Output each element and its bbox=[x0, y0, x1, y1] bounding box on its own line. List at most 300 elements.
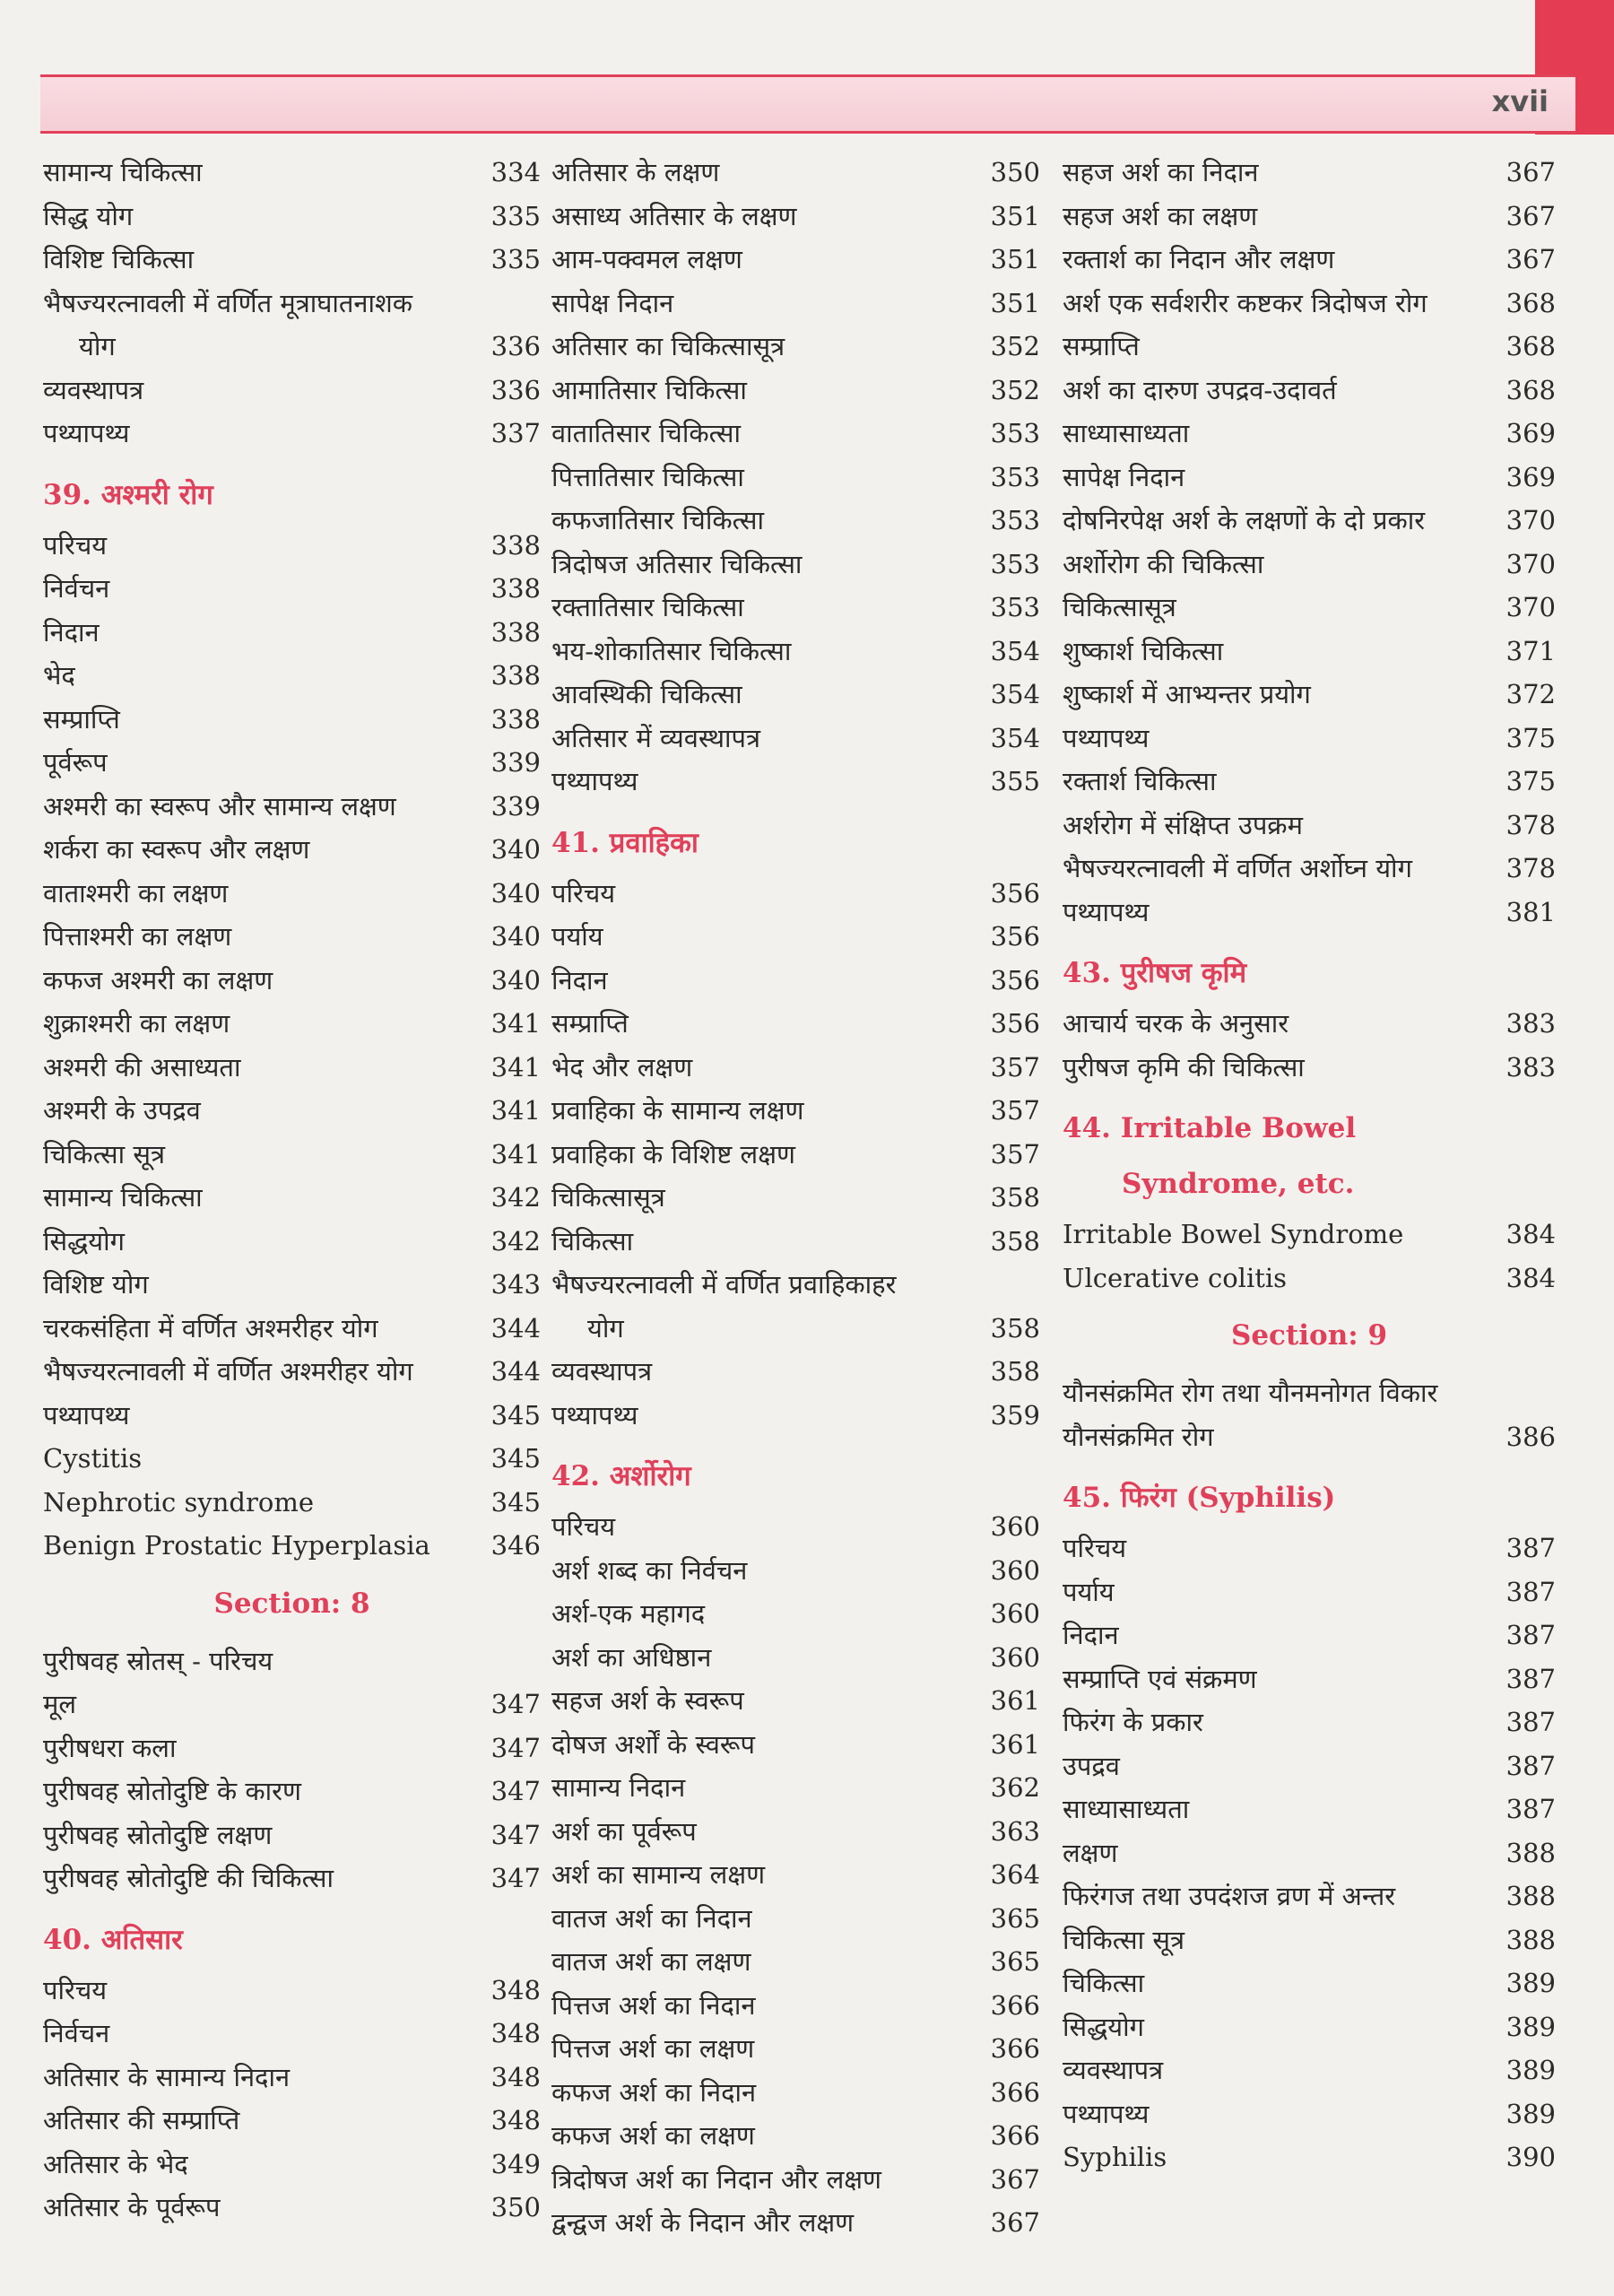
toc-entry-page: 371 bbox=[1506, 635, 1556, 666]
toc-entry-title: कफज अर्श का निदान bbox=[551, 2076, 757, 2108]
toc-entry-title: सामान्य चिकित्सा bbox=[43, 1182, 203, 1213]
toc-entry-page: 387 bbox=[1506, 1576, 1556, 1607]
toc-entry-title: त्रिदोषज अतिसार चिकित्सा bbox=[551, 548, 803, 579]
toc-entry-page: 389 bbox=[1506, 1968, 1556, 1998]
toc-entry bbox=[43, 1046, 541, 1090]
toc-entry-page: 351 bbox=[990, 200, 1040, 231]
toc-entry-page: 387 bbox=[1506, 1533, 1556, 1563]
toc-entry bbox=[43, 1683, 541, 1726]
toc-entry-page: 348 bbox=[490, 2061, 541, 2092]
toc-entry-page: 347 bbox=[490, 1819, 541, 1850]
chapter-heading: 41. प्रवाहिका bbox=[551, 826, 699, 859]
toc-entry bbox=[1063, 2092, 1556, 2136]
toc-entry bbox=[1063, 1613, 1556, 1657]
toc-entry-title: परिचय bbox=[551, 877, 616, 909]
toc-entry-title: भैषज्यरत्नावली में वर्णित मूत्राघातनाशक bbox=[43, 287, 412, 318]
toc-entry-page: 347 bbox=[490, 1863, 541, 1893]
toc-entry-page: 378 bbox=[1506, 853, 1556, 883]
toc-entry-title: आम-पक्वमल लक्षण bbox=[551, 244, 742, 274]
toc-entry-page: 341 bbox=[490, 1095, 541, 1126]
toc-entry-page: 358 bbox=[990, 1356, 1040, 1387]
toc-entry-title: सिद्धयोग bbox=[43, 1225, 125, 1257]
toc-entry-page: 350 bbox=[490, 2192, 541, 2222]
toc-entry bbox=[551, 1679, 1040, 1723]
toc-entry bbox=[43, 1639, 541, 1683]
toc-entry-page: 338 bbox=[490, 616, 541, 648]
toc-entry-title: वातज अर्श का निदान bbox=[551, 1902, 752, 1934]
toc-entry-title: शुक्राश्मरी का लक्षण bbox=[43, 1008, 230, 1039]
toc-entry-page: 356 bbox=[990, 877, 1040, 909]
toc-entry-page: 367 bbox=[990, 2163, 1040, 2195]
toc-entry-page: 354 bbox=[990, 635, 1040, 666]
toc-entry-page: 366 bbox=[990, 2120, 1040, 2151]
toc-entry-page: 342 bbox=[490, 1225, 541, 1257]
toc-entry-page: 342 bbox=[490, 1182, 541, 1213]
toc-entry bbox=[1063, 195, 1556, 239]
toc-entry-title: शुष्कार्श में आभ्यन्तर प्रयोग bbox=[1063, 679, 1311, 709]
toc-entry bbox=[1063, 804, 1556, 848]
toc-entry-page: 341 bbox=[490, 1051, 541, 1083]
toc-entry-page: 387 bbox=[1506, 1750, 1556, 1781]
toc-entry bbox=[551, 1592, 1040, 1636]
toc-entry-title: पित्तज अर्श का निदान bbox=[551, 1989, 756, 2021]
toc-entry-page: 353 bbox=[990, 505, 1040, 535]
toc-entry-page: 362 bbox=[990, 1772, 1040, 1803]
toc-entry-page: 345 bbox=[490, 1399, 541, 1431]
toc-entry bbox=[43, 828, 541, 872]
toc-entry-page: 372 bbox=[1506, 679, 1556, 709]
toc-entry-title: निर्वचन bbox=[43, 2018, 110, 2048]
toc-entry-page: 356 bbox=[990, 921, 1040, 952]
toc-entry-title: दोषज अर्शों के स्वरूप bbox=[551, 1728, 755, 1760]
toc-entry bbox=[43, 654, 541, 698]
toc-entry bbox=[1063, 760, 1556, 804]
toc-entry-title: पथ्यापथ्य bbox=[43, 418, 130, 448]
toc-entry-page: 389 bbox=[1506, 2055, 1556, 2085]
toc-entry-page: 353 bbox=[990, 592, 1040, 622]
toc-entry-title: अतिसार के सामान्य निदान bbox=[43, 2061, 291, 2092]
toc-entry-page: 357 bbox=[990, 1095, 1040, 1126]
toc-entry-title: विशिष्ट योग bbox=[43, 1269, 149, 1300]
toc-entry bbox=[1063, 586, 1556, 630]
toc-entry-title: अर्शरोग में संक्षिप्त उपक्रम bbox=[1063, 809, 1303, 840]
toc-entry bbox=[43, 1220, 541, 1264]
toc-entry-title: पित्तज अर्श का लक्षण bbox=[551, 2033, 755, 2064]
toc-entry bbox=[551, 195, 1040, 239]
toc-entry bbox=[43, 567, 541, 611]
toc-entry bbox=[43, 915, 541, 959]
toc-entry-page: 370 bbox=[1506, 592, 1556, 622]
toc-entry-title: सहज अर्श का लक्षण bbox=[1063, 200, 1258, 231]
toc-entry-page: 387 bbox=[1506, 1663, 1556, 1694]
toc-column-3 bbox=[1063, 151, 1556, 2179]
toc-entry-title: भेद bbox=[43, 660, 75, 691]
toc-entry-page: 360 bbox=[990, 1598, 1040, 1629]
toc-entry bbox=[1063, 282, 1556, 326]
toc-entry bbox=[1063, 891, 1556, 935]
toc-entry-page: 351 bbox=[990, 287, 1040, 318]
toc-entry-title: पित्तातिसार चिकित्सा bbox=[551, 461, 744, 492]
toc-entry-title: अर्श का पूर्वरूप bbox=[551, 1815, 697, 1847]
toc-entry bbox=[1063, 369, 1556, 413]
toc-entry-title: पथ्यापथ्य bbox=[551, 766, 638, 796]
toc-entry-page: 360 bbox=[990, 1511, 1040, 1542]
toc-entry bbox=[551, 1176, 1040, 1220]
toc-entry-page: 355 bbox=[990, 766, 1040, 796]
toc-entry-page: 366 bbox=[990, 1989, 1040, 2021]
toc-entry-title: निदान bbox=[551, 964, 608, 996]
toc-entry-title: सापेक्ष निदान bbox=[551, 287, 674, 318]
toc-entry-title: पथ्यापथ्य bbox=[1063, 722, 1150, 753]
toc-entry-page: 359 bbox=[990, 1399, 1040, 1431]
toc-entry bbox=[1063, 673, 1556, 717]
toc-entry bbox=[551, 1002, 1040, 1046]
toc-entry bbox=[43, 785, 541, 829]
toc-entry-title: दोषनिरपेक्ष अर्श के लक्षणों के दो प्रकार bbox=[1063, 505, 1426, 535]
toc-entry-title: चिकित्सा सूत्र bbox=[1063, 1924, 1184, 1955]
toc-entry-title: पूर्वरूप bbox=[43, 747, 108, 778]
toc-entry-title: विशिष्ट चिकित्सा bbox=[43, 244, 195, 274]
toc-entry-title: पर्याय bbox=[1063, 1576, 1115, 1607]
toc-entry bbox=[551, 760, 1040, 804]
toc-entry bbox=[1063, 1046, 1556, 1090]
toc-entry bbox=[551, 2158, 1040, 2202]
toc-entry bbox=[43, 2186, 541, 2230]
toc-entry-title: साध्यासाध्यता bbox=[1063, 1794, 1190, 1824]
toc-entry-page: 347 bbox=[490, 1732, 541, 1763]
toc-entry-page: 338 bbox=[490, 703, 541, 735]
toc-entry bbox=[43, 1481, 541, 1525]
toc-entry-page: 348 bbox=[490, 2018, 541, 2048]
toc-entry-page: 338 bbox=[490, 660, 541, 691]
toc-entry bbox=[1063, 1961, 1556, 2005]
toc-entry-page: 350 bbox=[990, 157, 1040, 187]
toc-entry-title: फिरंगज तथा उपदंशज व्रण में अन्तर bbox=[1063, 1881, 1396, 1911]
toc-entry-title: व्यवस्थापत्र bbox=[1063, 2055, 1164, 2085]
toc-entry-page: 339 bbox=[490, 790, 541, 822]
toc-entry bbox=[43, 1002, 541, 1046]
toc-entry-page: 336 bbox=[490, 374, 541, 405]
chapter-heading: 43. पुरीषज कृमि bbox=[1063, 957, 1247, 989]
toc-entry bbox=[551, 1394, 1040, 1438]
toc-column-1 bbox=[43, 151, 541, 2230]
toc-entry-title: वातज अर्श का लक्षण bbox=[551, 1946, 751, 1977]
toc-entry-title: सहज अर्श के स्वरूप bbox=[551, 1685, 744, 1716]
toc-entry-page: 345 bbox=[490, 1486, 541, 1518]
toc-entry-page: 348 bbox=[490, 2105, 541, 2135]
toc-entry-page: 347 bbox=[490, 1689, 541, 1719]
toc-entry bbox=[43, 369, 541, 413]
toc-entry-page: 367 bbox=[1506, 157, 1556, 187]
toc-entry-title: निदान bbox=[43, 616, 100, 648]
toc-entry-page: 358 bbox=[990, 1312, 1040, 1344]
toc-entry-page: 361 bbox=[990, 1728, 1040, 1760]
toc-entry-page: 368 bbox=[1506, 287, 1556, 318]
toc-entry-page: 375 bbox=[1506, 722, 1556, 753]
toc-entry-title: व्यवस्थापत्र bbox=[551, 1356, 653, 1387]
toc-entry-page: 390 bbox=[1506, 2142, 1556, 2172]
toc-entry-title: सहज अर्श का निदान bbox=[1063, 157, 1259, 187]
toc-entry-title: व्यवस्थापत्र bbox=[43, 374, 144, 405]
toc-entry-page: 384 bbox=[1506, 1219, 1556, 1249]
toc-entry-title: अर्शोरोग की चिकित्सा bbox=[1063, 548, 1264, 579]
toc-entry bbox=[1063, 1570, 1556, 1614]
toc-entry-page: 340 bbox=[490, 964, 541, 996]
toc-entry bbox=[43, 1524, 541, 1568]
toc-entry-page: 360 bbox=[990, 1641, 1040, 1673]
toc-entry-page: 340 bbox=[490, 834, 541, 865]
toc-entry bbox=[551, 1940, 1040, 1984]
toc-entry-page: 387 bbox=[1506, 1620, 1556, 1650]
toc-entry-title: रक्तार्श का निदान और लक्षण bbox=[1063, 244, 1335, 274]
toc-entry bbox=[1063, 412, 1556, 456]
toc-entry-title: मूल bbox=[43, 1689, 77, 1719]
toc-entry-page: 370 bbox=[1506, 505, 1556, 535]
toc-entry bbox=[551, 2071, 1040, 2115]
toc-entry-title: वाताश्मरी का लक्षण bbox=[43, 877, 229, 909]
toc-entry bbox=[551, 1984, 1040, 2028]
toc-entry bbox=[551, 1350, 1040, 1394]
toc-entry bbox=[43, 1263, 541, 1307]
toc-entry-page: 369 bbox=[1506, 418, 1556, 448]
toc-entry-page: 357 bbox=[990, 1051, 1040, 1083]
toc-entry-title: पुरीषवह स्रोतोदुष्टि की चिकित्सा bbox=[43, 1863, 334, 1893]
toc-entry-page: 344 bbox=[490, 1312, 541, 1344]
toc-entry bbox=[551, 1810, 1040, 1854]
toc-entry bbox=[43, 1857, 541, 1900]
toc-entry-page: 389 bbox=[1506, 2098, 1556, 2129]
toc-entry-title: सापेक्ष निदान bbox=[1063, 461, 1185, 492]
toc-entry-title: परिचय bbox=[551, 1511, 616, 1542]
toc-entry bbox=[551, 1263, 1040, 1307]
toc-entry-title: सामान्य निदान bbox=[551, 1772, 686, 1803]
toc-entry-page: 365 bbox=[990, 1902, 1040, 1934]
toc-entry bbox=[1063, 1257, 1556, 1300]
toc-entry bbox=[43, 1307, 541, 1351]
toc-entry-page: 368 bbox=[1506, 374, 1556, 405]
toc-entry bbox=[1063, 543, 1556, 587]
toc-entry-title: साध्यासाध्यता bbox=[1063, 418, 1190, 448]
toc-entry bbox=[1063, 717, 1556, 761]
toc-entry-page: 357 bbox=[990, 1138, 1040, 1170]
toc-entry-title: अतिसार के भेद bbox=[43, 2148, 188, 2179]
toc-entry-page: 361 bbox=[990, 1685, 1040, 1716]
toc-entry bbox=[43, 872, 541, 916]
toc-entry-page: 340 bbox=[490, 921, 541, 952]
toc-entry bbox=[43, 1770, 541, 1813]
toc-entry bbox=[1063, 2135, 1556, 2179]
toc-entry-page: 387 bbox=[1506, 1707, 1556, 1737]
toc-entry-page: 353 bbox=[990, 461, 1040, 492]
chapter-heading: 44. Irritable Bowel bbox=[1063, 1112, 1357, 1144]
toc-entry-page: 366 bbox=[990, 2076, 1040, 2108]
toc-entry bbox=[551, 369, 1040, 413]
toc-entry-title: चिकित्सा सूत्र bbox=[43, 1138, 165, 1170]
toc-entry-title: वातातिसार चिकित्सा bbox=[551, 418, 742, 448]
toc-entry bbox=[43, 524, 541, 568]
toc-entry bbox=[1063, 325, 1556, 369]
toc-entry-page: 337 bbox=[490, 418, 541, 448]
toc-entry bbox=[1063, 1213, 1556, 1257]
toc-entry-title: चिकित्सा bbox=[551, 1225, 634, 1257]
toc-entry bbox=[551, 543, 1040, 587]
toc-entry-title: सम्प्राप्ति bbox=[551, 1008, 629, 1039]
toc-entry-title: पुरीषवह स्रोतोदुष्टि लक्षण bbox=[43, 1819, 273, 1850]
chapter-heading: 45. फिरंग (Syphilis) bbox=[1063, 1482, 1336, 1514]
toc-entry-title: द्वन्द्वज अर्श के निदान और लक्षण bbox=[551, 2207, 855, 2238]
toc-entry-title: Syphilis bbox=[1063, 2142, 1167, 2172]
toc-entry-title: निर्वचन bbox=[43, 573, 110, 604]
toc-entry-title: पुरीषधरा कला bbox=[43, 1732, 177, 1763]
toc-entry-title: Irritable Bowel Syndrome bbox=[1063, 1219, 1404, 1249]
toc-entry bbox=[551, 2114, 1040, 2158]
toc-entry-title: चरकसंहिता में वर्णित अश्मरीहर योग bbox=[43, 1312, 378, 1344]
toc-entry bbox=[551, 1307, 1040, 1351]
toc-entry-title: अर्श शब्द का निर्वचन bbox=[551, 1554, 748, 1586]
toc-entry-title: लक्षण bbox=[1063, 1837, 1118, 1868]
chapter-heading: 42. अर्शोरोग bbox=[551, 1460, 691, 1492]
toc-entry-page: 364 bbox=[990, 1859, 1040, 1890]
toc-entry-title: अर्श का अधिष्ठान bbox=[551, 1641, 712, 1673]
toc-entry bbox=[551, 238, 1040, 282]
toc-entry-page: 354 bbox=[990, 722, 1040, 753]
toc-entry-page: 343 bbox=[490, 1269, 541, 1300]
toc-entry-page: 352 bbox=[990, 331, 1040, 361]
toc-entry-title: पथ्यापथ्य bbox=[551, 1399, 638, 1431]
toc-entry bbox=[1063, 1744, 1556, 1788]
toc-entry bbox=[1063, 456, 1556, 500]
toc-entry-title: भैषज्यरत्नावली में वर्णित अर्शोघ्न योग bbox=[1063, 853, 1412, 883]
toc-entry bbox=[551, 673, 1040, 717]
toc-entry bbox=[551, 412, 1040, 456]
toc-entry-page: 369 bbox=[1506, 461, 1556, 492]
toc-entry bbox=[551, 1046, 1040, 1090]
toc-entry-page: 367 bbox=[1506, 244, 1556, 274]
toc-entry bbox=[43, 2143, 541, 2187]
toc-entry-page: 351 bbox=[990, 244, 1040, 274]
toc-entry-title: यौनसंक्रमित रोग bbox=[1063, 1421, 1214, 1452]
toc-entry-title: निदान bbox=[1063, 1620, 1119, 1650]
toc-entry-title: अतिसार में व्यवस्थापत्र bbox=[551, 722, 761, 753]
toc-entry-page: 360 bbox=[990, 1554, 1040, 1586]
toc-entry bbox=[551, 1505, 1040, 1549]
toc-entry-title: पर्याय bbox=[551, 921, 603, 952]
toc-entry bbox=[1063, 1002, 1556, 1046]
toc-entry-title: अतिसार की सम्प्राप्ति bbox=[43, 2105, 240, 2135]
toc-entry-page: 336 bbox=[490, 331, 541, 361]
toc-entry bbox=[551, 1897, 1040, 1941]
toc-entry-page: 338 bbox=[490, 529, 541, 561]
toc-entry bbox=[1063, 2005, 1556, 2049]
toc-entry bbox=[551, 1766, 1040, 1810]
toc-entry bbox=[43, 2012, 541, 2056]
toc-entry-page: 388 bbox=[1506, 1837, 1556, 1868]
toc-entry bbox=[1063, 1874, 1556, 1918]
toc-entry bbox=[43, 1813, 541, 1857]
toc-entry-page: 335 bbox=[490, 200, 541, 231]
toc-entry bbox=[551, 151, 1040, 195]
chapter-heading: Syndrome, etc. bbox=[1122, 1168, 1355, 1200]
toc-entry-title: परिचय bbox=[43, 529, 108, 561]
toc-entry-title: योग bbox=[587, 1312, 624, 1344]
toc-entry bbox=[551, 630, 1040, 674]
toc-entry-title: सामान्य चिकित्सा bbox=[43, 157, 203, 187]
toc-entry bbox=[551, 1089, 1040, 1133]
toc-entry-title: भय-शोकातिसार चिकित्सा bbox=[551, 635, 792, 666]
toc-entry-title: Nephrotic syndrome bbox=[43, 1486, 314, 1518]
toc-entry bbox=[43, 1089, 541, 1133]
toc-entry-title: अतिसार के लक्षण bbox=[551, 157, 720, 187]
toc-entry-title: पथ्यापथ्य bbox=[1063, 2098, 1150, 2129]
toc-entry bbox=[1063, 1657, 1556, 1701]
toc-entry-title: पुरीषज कृमि की चिकित्सा bbox=[1063, 1051, 1305, 1083]
toc-entry-page: 378 bbox=[1506, 809, 1556, 840]
toc-entry bbox=[1063, 1700, 1556, 1744]
toc-entry-title: अर्श-एक महागद bbox=[551, 1598, 706, 1629]
toc-entry bbox=[43, 698, 541, 742]
toc-entry-title: अश्मरी का स्वरूप और सामान्य लक्षण bbox=[43, 790, 396, 822]
toc-entry-title: चिकित्सासूत्र bbox=[1063, 592, 1176, 622]
toc-entry bbox=[43, 1437, 541, 1481]
toc-entry-title: प्रवाहिका के विशिष्ट लक्षण bbox=[551, 1138, 795, 1170]
toc-entry-title: परिचय bbox=[43, 1974, 108, 2005]
toc-entry-title: परिचय bbox=[1063, 1533, 1127, 1563]
toc-entry-title: Benign Prostatic Hyperplasia bbox=[43, 1530, 430, 1561]
toc-entry bbox=[551, 1133, 1040, 1177]
toc-entry-page: 348 bbox=[490, 1974, 541, 2005]
toc-entry-title: अश्मरी के उपद्रव bbox=[43, 1095, 201, 1126]
toc-entry bbox=[1063, 847, 1556, 891]
toc-entry bbox=[43, 2056, 541, 2100]
toc-entry-title: सम्प्राप्ति bbox=[43, 703, 120, 735]
toc-entry bbox=[551, 1723, 1040, 1767]
toc-entry bbox=[1063, 1787, 1556, 1831]
toc-entry-title: आचार्य चरक के अनुसार bbox=[1063, 1008, 1289, 1039]
toc-entry bbox=[1063, 499, 1556, 543]
toc-entry-page: 353 bbox=[990, 418, 1040, 448]
toc-entry-page: 387 bbox=[1506, 1794, 1556, 1824]
toc-entry-title: शर्करा का स्वरूप और लक्षण bbox=[43, 834, 310, 865]
toc-entry bbox=[551, 717, 1040, 761]
toc-entry-title: अर्श एक सर्वशरीर कष्टकर त्रिदोषज रोग bbox=[1063, 287, 1427, 318]
toc-entry-page: 389 bbox=[1506, 2011, 1556, 2042]
toc-entry bbox=[1063, 2048, 1556, 2092]
toc-entry-title: उपद्रव bbox=[1063, 1750, 1120, 1781]
toc-entry bbox=[43, 325, 541, 369]
toc-entry bbox=[43, 611, 541, 655]
toc-entry-page: 383 bbox=[1506, 1008, 1556, 1039]
toc-entry-title: भैषज्यरत्नावली में वर्णित प्रवाहिकाहर bbox=[551, 1269, 897, 1300]
toc-entry-page: 365 bbox=[990, 1946, 1040, 1977]
toc-entry-title: Ulcerative colitis bbox=[1063, 1262, 1288, 1293]
toc-entry-title: प्रवाहिका के सामान्य लक्षण bbox=[551, 1095, 804, 1126]
toc-entry bbox=[551, 499, 1040, 543]
toc-entry bbox=[43, 412, 541, 456]
toc-entry-title: पथ्यापथ्य bbox=[43, 1399, 130, 1431]
toc-column-2 bbox=[551, 151, 1040, 2245]
toc-entry-title: सिद्ध योग bbox=[43, 200, 134, 231]
toc-entry bbox=[551, 2027, 1040, 2071]
toc-entry bbox=[43, 1350, 541, 1394]
toc-entry-page: 347 bbox=[490, 1776, 541, 1806]
toc-entry-title: शुष्कार्श चिकित्सा bbox=[1063, 635, 1224, 666]
toc-entry bbox=[43, 1726, 541, 1770]
toc-entry-title: आवस्थिकी चिकित्सा bbox=[551, 679, 742, 709]
toc-entry bbox=[43, 151, 541, 195]
toc-entry bbox=[551, 915, 1040, 959]
toc-entry bbox=[551, 2201, 1040, 2245]
toc-entry-page: 366 bbox=[990, 2033, 1040, 2064]
